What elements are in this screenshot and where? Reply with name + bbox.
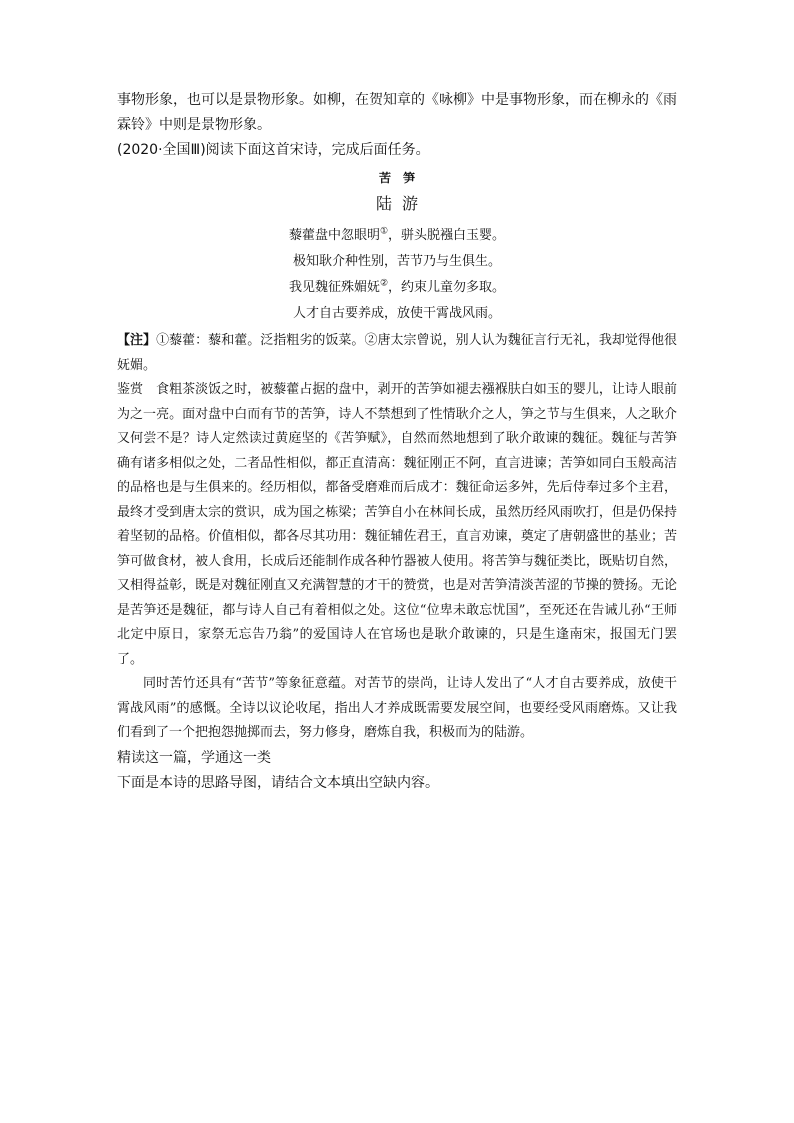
notes-tag: 【注】	[117, 333, 157, 348]
poem-notes	[117, 329, 677, 378]
document-page	[117, 88, 677, 796]
footnote-marker: ①	[379, 226, 389, 237]
intro-paragraph: 事物形象，也可以是景物形象。如柳，在贺知章的《咏柳》中是事物形象，而在柳永的《雨霖铃》中则是景物形象。	[117, 92, 677, 133]
poem	[117, 167, 677, 327]
appreciation-paragraph-1: 鉴赏 食粗茶淡饭之时，被藜藿占据的盘中，剥开的苦笋如褪去襁褓肤白如玉的婴儿，让诗人眼前为之一亮。面对盘中白而有节的苦笋，诗人不禁想到了性情耿介之人，笋之节与生俱来，人之耿介又何尝不是？诗人定然读过黄庭坚的《苦笋赋》，自然而然地想到了耿介敢谏的魏征。魏征与苦笋确有诸多相似之处，二者品性相似，都正直清高：魏征刚正不阿，直言进谏；苦笋如同白玉般高洁的品格也是与生俱来的。经历相似，都备受磨难而后成才：魏征命运多舛，先后侍奉过多个主君，最终才受到唐太宗的赏识，成为国之栋梁；苦笋自小在林间长成，虽然历经风雨吹打，但是仍保持着坚韧的品格。价值相似，都各尽其功用：魏征辅佐君王，直言劝谏，奠定了唐朝盛世的基业；苦笋可做食材，被人食用，长成后还能制作成各种竹器被人使用。将苦笋与魏征类比，既贴切自然，又相得益彰，既是对魏征刚直又充满智慧的才干的赞赏，也是对苦笋清淡苦涩的节操的赞扬。无论是苦笋还是魏征，都与诗人自己有着相似之处。这位“位卑未敢忘忧国”，至死还在告诫儿孙“王师北定中原日，家祭无忘告乃翁”的爱国诗人在官场也是耿介敢谏的，只是生逢南宋，报国无门罢了。	[117, 382, 677, 667]
poem-author: 陆游	[375, 194, 428, 213]
notes-text: ①藜藿：藜和藿。泛指粗劣的饭菜。②唐太宗曾说，别人认为魏征言行无礼，我却觉得他很妩媚。	[117, 333, 677, 373]
mindmap-instruction: 下面是本诗的思路导图，请结合文本填出空缺内容。	[117, 774, 439, 791]
footnote-marker: ②	[379, 278, 389, 289]
section-heading: 精读这一篇，学通这一类	[117, 749, 271, 766]
poem-title: 苦笋	[378, 171, 427, 185]
task-prompt: (2020·全国Ⅲ)阅读下面这首宋诗，完成后面任务。	[117, 142, 430, 158]
poem-line-1: 藜藿盘中忽眼明①，骈头脱襁白玉婴。	[288, 226, 506, 243]
poem-line-3: 我见魏征殊媚妩②，约束儿童勿多取。	[288, 278, 506, 295]
poem-line-4: 人才自古要养成，放使干霄战风雨。	[292, 306, 501, 321]
poem-lines	[117, 223, 677, 327]
poem-line-2: 极知耿介种性别，苦节乃与生俱生。	[292, 254, 501, 269]
appreciation-paragraph-2: 同时苦竹还具有“苦节”等象征意蕴。对苦节的崇尚，让诗人发出了“人才自古要养成，放使干霄战风雨”的感慨。全诗以议论收尾，指出人才养成既需要发展空间，也要经受风雨磨炼。又让我们看到了一个把抱怨抛掷而去，努力修身，磨炼自我，积极而为的陆游。	[117, 676, 677, 740]
